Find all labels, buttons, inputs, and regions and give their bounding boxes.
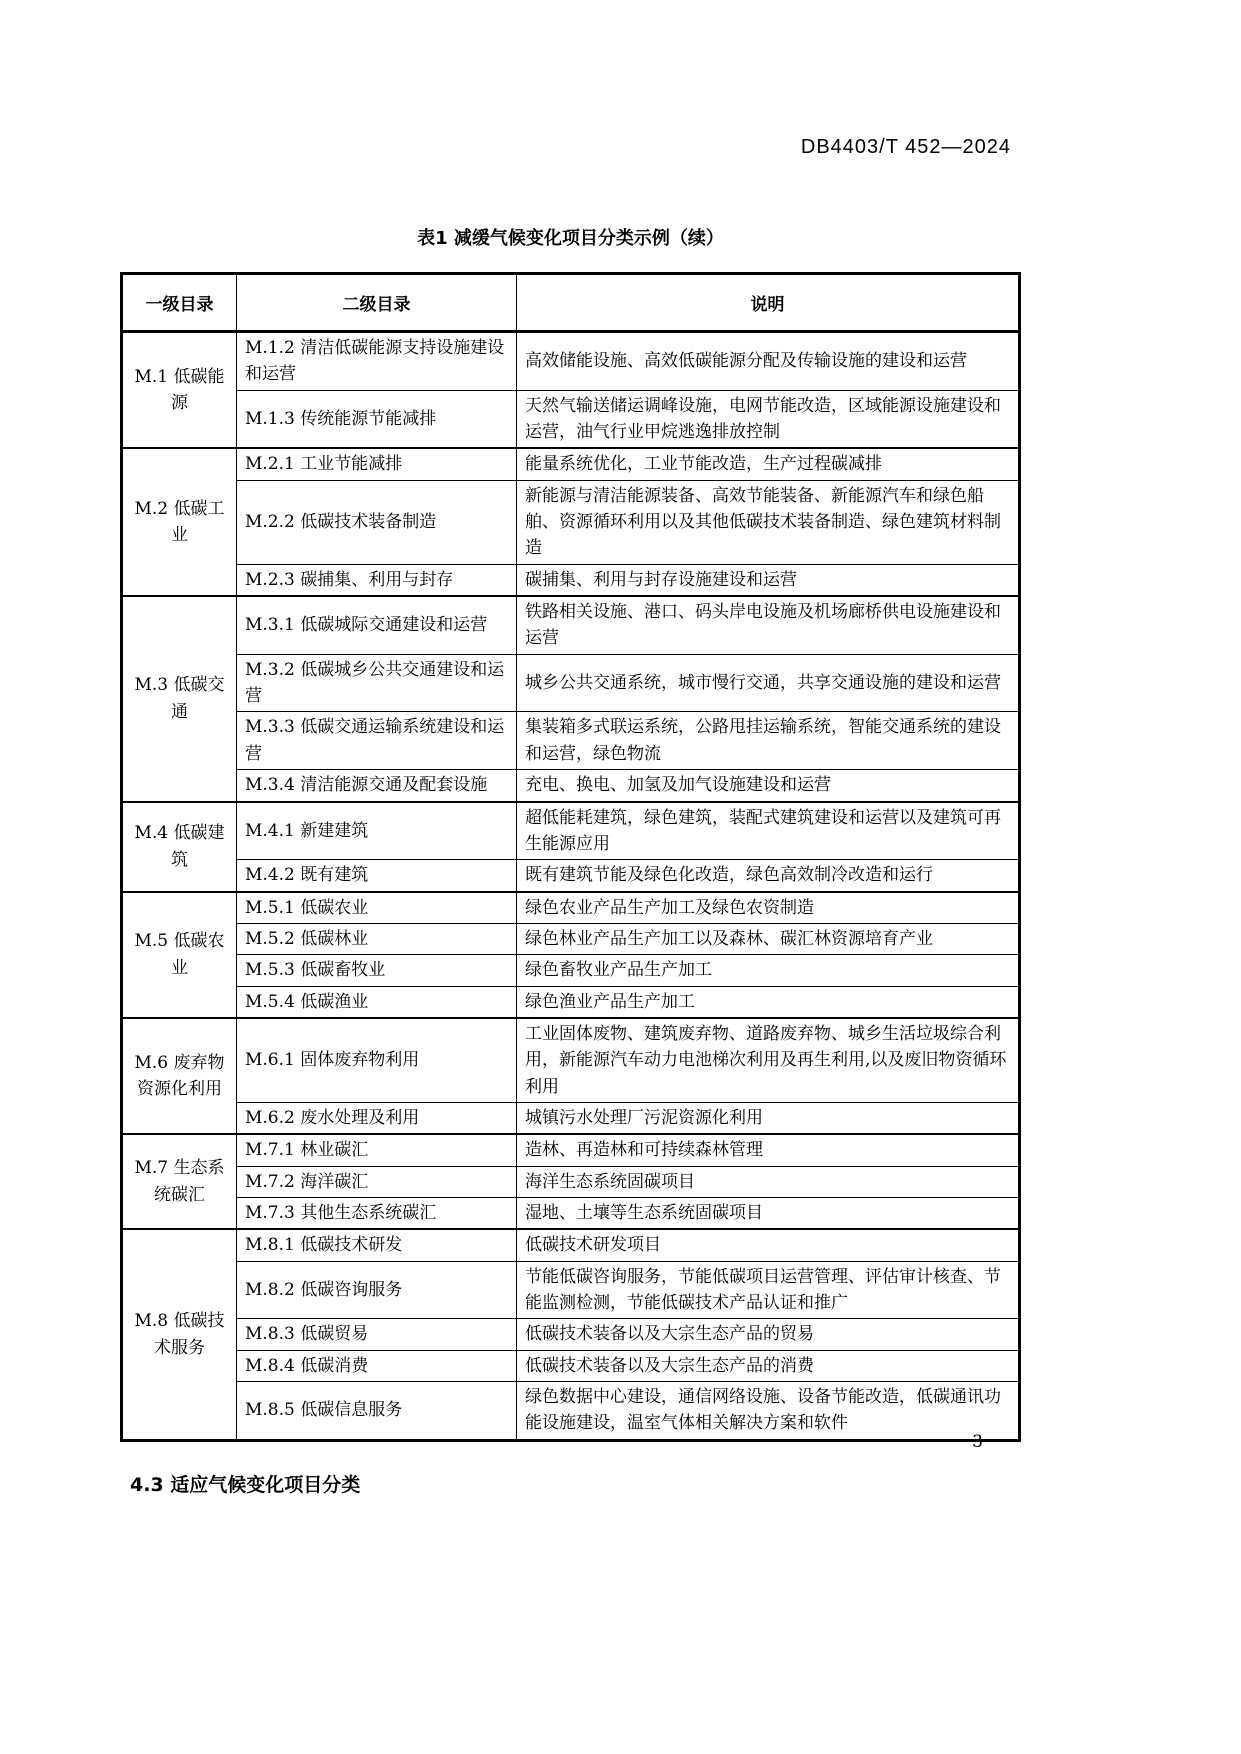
table-row bbox=[122, 1229, 1020, 1261]
level1-cell: M.4 低碳建筑 bbox=[122, 802, 237, 892]
description-cell: 绿色畜牧业产品生产加工 bbox=[517, 955, 1020, 986]
table-row bbox=[122, 986, 1020, 1018]
description-cell: 能量系统优化，工业节能改造，生产过程碳减排 bbox=[517, 448, 1020, 480]
table-row bbox=[122, 332, 1020, 391]
table-body bbox=[122, 332, 1020, 1441]
header-row bbox=[122, 274, 1020, 332]
level2-cell: M.8.5 低碳信息服务 bbox=[237, 1382, 517, 1441]
level2-cell: M.7.1 林业碳汇 bbox=[237, 1134, 517, 1166]
column-header-description: 说明 bbox=[517, 274, 1020, 332]
description-cell: 超低能耗建筑，绿色建筑，装配式建筑建设和运营以及建筑可再生能源应用 bbox=[517, 802, 1020, 860]
description-cell: 工业固体废物、建筑废弃物、道路废弃物、城乡生活垃圾综合利用，新能源汽车动力电池梯次利用及再生利用,以及废旧物资循环利用 bbox=[517, 1018, 1020, 1103]
level1-cell: M.7 生态系统碳汇 bbox=[122, 1134, 237, 1229]
description-cell: 新能源与清洁能源装备、高效节能装备、新能源汽车和绿色船舶、资源循环利用以及其他低碳技术装备制造、绿色建筑材料制造 bbox=[517, 480, 1020, 564]
description-cell: 湿地、土壤等生态系统固碳项目 bbox=[517, 1197, 1020, 1229]
level1-cell: M.2 低碳工业 bbox=[122, 448, 237, 596]
level2-cell: M.5.1 低碳农业 bbox=[237, 892, 517, 924]
page-number: 3 bbox=[972, 1432, 983, 1452]
table-row bbox=[122, 770, 1020, 802]
level2-cell: M.4.1 新建建筑 bbox=[237, 802, 517, 860]
level2-cell: M.3.4 清洁能源交通及配套设施 bbox=[237, 770, 517, 802]
document-content bbox=[120, 224, 1021, 1497]
column-header-level2: 二级目录 bbox=[237, 274, 517, 332]
table-title: 表1 减缓气候变化项目分类示例（续） bbox=[417, 228, 724, 249]
level2-cell: M.2.3 碳捕集、利用与封存 bbox=[237, 564, 517, 596]
level2-cell: M.8.1 低碳技术研发 bbox=[237, 1229, 517, 1261]
classification-table bbox=[120, 272, 1021, 1442]
level2-cell: M.3.2 低碳城乡公共交通建设和运营 bbox=[237, 654, 517, 712]
description-cell: 低碳技术装备以及大宗生态产品的消费 bbox=[517, 1350, 1020, 1381]
table-row bbox=[122, 480, 1020, 564]
table-row bbox=[122, 1018, 1020, 1103]
table-row bbox=[122, 923, 1020, 954]
description-cell: 绿色农业产品生产加工及绿色农资制造 bbox=[517, 892, 1020, 924]
level2-cell: M.5.4 低碳渔业 bbox=[237, 986, 517, 1018]
level2-cell: M.2.2 低碳技术装备制造 bbox=[237, 480, 517, 564]
table-row bbox=[122, 448, 1020, 480]
table-row bbox=[122, 1102, 1020, 1134]
section-heading: 4.3 适应气候变化项目分类 bbox=[130, 1473, 361, 1496]
level1-cell: M.1 低碳能源 bbox=[122, 332, 237, 449]
level2-cell: M.8.3 低碳贸易 bbox=[237, 1319, 517, 1350]
table-row bbox=[122, 390, 1020, 448]
table-row bbox=[122, 1382, 1020, 1441]
level2-cell: M.8.2 低碳咨询服务 bbox=[237, 1261, 517, 1319]
level2-cell: M.1.3 传统能源节能减排 bbox=[237, 390, 517, 448]
table-row bbox=[122, 802, 1020, 860]
level2-cell: M.1.2 清洁低碳能源支持设施建设和运营 bbox=[237, 332, 517, 391]
level2-cell: M.7.2 海洋碳汇 bbox=[237, 1166, 517, 1197]
column-header-level1: 一级目录 bbox=[122, 274, 237, 332]
table-row bbox=[122, 1261, 1020, 1319]
doc-number: DB4403/T 452—2024 bbox=[800, 136, 1011, 158]
level1-cell: M.3 低碳交通 bbox=[122, 596, 237, 801]
table-header bbox=[122, 274, 1020, 332]
description-cell: 铁路相关设施、港口、码头岸电设施及机场廊桥供电设施建设和运营 bbox=[517, 596, 1020, 654]
level1-cell: M.6 废弃物资源化利用 bbox=[122, 1018, 237, 1134]
table-row bbox=[122, 1350, 1020, 1381]
table-row bbox=[122, 596, 1020, 654]
table-row bbox=[122, 712, 1020, 770]
table-row bbox=[122, 860, 1020, 892]
description-cell: 城镇污水处理厂污泥资源化利用 bbox=[517, 1102, 1020, 1134]
description-cell: 城乡公共交通系统，城市慢行交通，共享交通设施的建设和运营 bbox=[517, 654, 1020, 712]
table-row bbox=[122, 564, 1020, 596]
table-row bbox=[122, 1134, 1020, 1166]
level2-cell: M.8.4 低碳消费 bbox=[237, 1350, 517, 1381]
description-cell: 绿色数据中心建设，通信网络设施、设备节能改造，低碳通讯功能设施建设，温室气体相关解决方案和软件 bbox=[517, 1382, 1020, 1441]
description-cell: 充电、换电、加氢及加气设施建设和运营 bbox=[517, 770, 1020, 802]
level2-cell: M.5.2 低碳林业 bbox=[237, 923, 517, 954]
level2-cell: M.3.1 低碳城际交通建设和运营 bbox=[237, 596, 517, 654]
description-cell: 低碳技术研发项目 bbox=[517, 1229, 1020, 1261]
table-row bbox=[122, 1166, 1020, 1197]
level2-cell: M.6.1 固体废弃物利用 bbox=[237, 1018, 517, 1103]
table-row bbox=[122, 892, 1020, 924]
description-cell: 天然气输送储运调峰设施，电网节能改造，区域能源设施建设和运营，油气行业甲烷逃逸排放控制 bbox=[517, 390, 1020, 448]
table-row bbox=[122, 1197, 1020, 1229]
level2-cell: M.7.3 其他生态系统碳汇 bbox=[237, 1197, 517, 1229]
level2-cell: M.5.3 低碳畜牧业 bbox=[237, 955, 517, 986]
description-cell: 低碳技术装备以及大宗生态产品的贸易 bbox=[517, 1319, 1020, 1350]
level2-cell: M.6.2 废水处理及利用 bbox=[237, 1102, 517, 1134]
description-cell: 绿色林业产品生产加工以及森林、碳汇林资源培育产业 bbox=[517, 923, 1020, 954]
description-cell: 高效储能设施、高效低碳能源分配及传输设施的建设和运营 bbox=[517, 332, 1020, 391]
level1-cell: M.5 低碳农业 bbox=[122, 892, 237, 1018]
level2-cell: M.2.1 工业节能减排 bbox=[237, 448, 517, 480]
description-cell: 碳捕集、利用与封存设施建设和运营 bbox=[517, 564, 1020, 596]
description-cell: 节能低碳咨询服务，节能低碳项目运营管理、评估审计核查、节能监测检测，节能低碳技术产品认证和推广 bbox=[517, 1261, 1020, 1319]
level2-cell: M.3.3 低碳交通运输系统建设和运营 bbox=[237, 712, 517, 770]
table-row bbox=[122, 955, 1020, 986]
table-row bbox=[122, 1319, 1020, 1350]
description-cell: 既有建筑节能及绿色化改造，绿色高效制冷改造和运行 bbox=[517, 860, 1020, 892]
description-cell: 造林、再造林和可持续森林管理 bbox=[517, 1134, 1020, 1166]
level2-cell: M.4.2 既有建筑 bbox=[237, 860, 517, 892]
description-cell: 海洋生态系统固碳项目 bbox=[517, 1166, 1020, 1197]
level1-cell: M.8 低碳技术服务 bbox=[122, 1229, 237, 1440]
description-cell: 绿色渔业产品生产加工 bbox=[517, 986, 1020, 1018]
description-cell: 集装箱多式联运系统，公路甩挂运输系统，智能交通系统的建设和运营，绿色物流 bbox=[517, 712, 1020, 770]
table-row bbox=[122, 654, 1020, 712]
